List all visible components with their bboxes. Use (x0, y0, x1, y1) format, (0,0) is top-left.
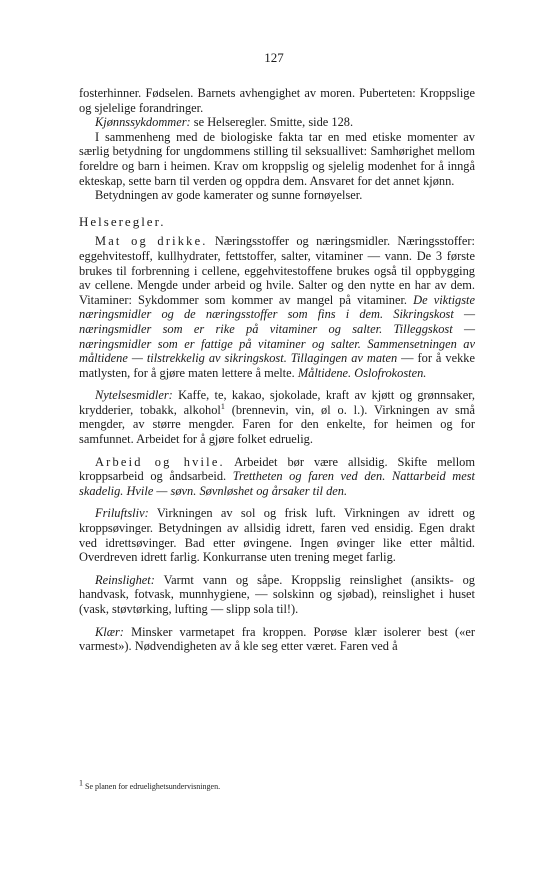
paragraph-work (79, 455, 475, 499)
diseases-text: se Helseregler. Smitte, side 128. (190, 115, 354, 130)
food-emphasis-1: De viktigste næringsmidler og de næringsstoffer som fins i dem. Sikringskost — næringsmidler som er rike på vitaminer og salter. Tilleggskost — næringsmidler som er fattige på vitaminer og salter. Sammensetningen av måltidene — tilstrekkelig av sikringskost. Tillagingen av maten (79, 292, 475, 366)
friends-text: Betydningen av gode kamerater og sunne fornøyelser. (95, 188, 363, 203)
food-emphasis-2: Måltidene. Oslofrokosten. (297, 365, 427, 380)
food-text-2: — for å vekke matlysten, for å gjøre maten lettere å melte. (79, 351, 475, 380)
puberty-text: fosterhinner. Fødselen. Barnets avhengighet av moren. Puberteten: Kroppslige og sjelelige forandringer. (79, 86, 475, 115)
outdoor-label: Friluftsliv: (95, 506, 149, 521)
stimulants-text-2: (brennevin, vin, øl o. l.). Virkningen av små mengder, av større mengder. Faren for den enkelte, for heimen og for samfunnet. Arbeidet for å gjøre folket edruelig. (79, 402, 476, 447)
paragraph-outdoor (79, 506, 475, 564)
footnote-marker: 1 (79, 778, 83, 788)
work-emphasis: Trettheten og faren ved den. Nattarbeid mest skadelig. Hvile — søvn. Søvnløshet og årsaker til den. (79, 469, 476, 498)
cleanliness-label: Reinslighet: (95, 572, 155, 587)
work-text: Arbeidet bør være allsidig. Skifte mellom kroppsarbeid og åndsarbeid. (79, 454, 475, 484)
paragraph-clothes (79, 625, 475, 654)
footnote-text: Se planen for edruelighetsundervisningen. (83, 782, 221, 791)
paragraph-food (79, 234, 475, 380)
work-lead: Arbeid og hvile. (95, 454, 225, 469)
food-lead: Mat og drikke. (95, 234, 208, 249)
food-text-1: Næringsstoffer og næringsmidler. Næringsstoffer: eggehvitestoff, kullhydrater, fettstoffer, salter, vitaminer — vann. De 3 første brukes til forbrenning i cellene, eggehvitestoffene brukes også til oppbygging av cellene. Mengde under arbeid og hvile. Salter og den nytte en har av dem. Vitaminer: Sykdommer som kommer av mangel på vitaminer. (79, 234, 475, 307)
paragraph-friends (79, 188, 475, 203)
stimulants-label: Nytelsesmidler: (95, 388, 173, 403)
paragraph-ethics (79, 130, 475, 188)
paragraph-puberty (79, 86, 475, 115)
clothes-label: Klær: (95, 624, 124, 639)
stimulants-text-1: Kaffe, te, kakao, sjokolade, kraft av kjøtt og grønnsaker, krydderier, tobakk, alkohol (79, 388, 475, 417)
cleanliness-text: Varmt vann og såpe. Kroppslig reinslighet (ansikts- og handvask, fotvask, munnhygiene, — solskinn og sjøbad), reinslighet i huset (vask, støvtørking, lufting — slipp sola til!). (79, 572, 475, 616)
page-body (79, 86, 475, 654)
paragraph-stimulants (79, 388, 475, 446)
diseases-label: Kjønnssykdommer: (95, 115, 191, 130)
outdoor-text: Virkningen av sol og frisk luft. Virkningen av idrett og kroppsøvinger. Betydningen av allsidig idrett, faren ved ensidig. Egen drakt ved idrettsøvinger. Bad etter øvingene. Ingen øvinger like etter måltid. Overdreven idrett farlig. Konkurranse uten trening meget farlig. (79, 506, 475, 565)
ethics-text: I sammenheng med de biologiske fakta tar en med etiske momenter av særlig betydning for ungdommens stilling til seksuallivet: Samhørighet mellom foreldre og barn i heimen. Krav om kroppslig og sjelelig modenhet for å inngå ekteskap, sette barn til verden og oppdra dem. Ansvaret for det annet kjønn. (79, 129, 475, 188)
footnote-reference: 1 (220, 401, 225, 411)
paragraph-diseases (79, 115, 475, 130)
footnote (79, 778, 475, 792)
clothes-text: Minsker varmetapet fra kroppen. Porøse klær isolerer best («er varmest»). Nødvendigheten av å kle seg etter været. Faren ved å (79, 624, 475, 654)
paragraph-cleanliness (79, 573, 475, 617)
page-number: 127 (264, 50, 284, 65)
section-heading: Helseregler. (79, 213, 166, 229)
